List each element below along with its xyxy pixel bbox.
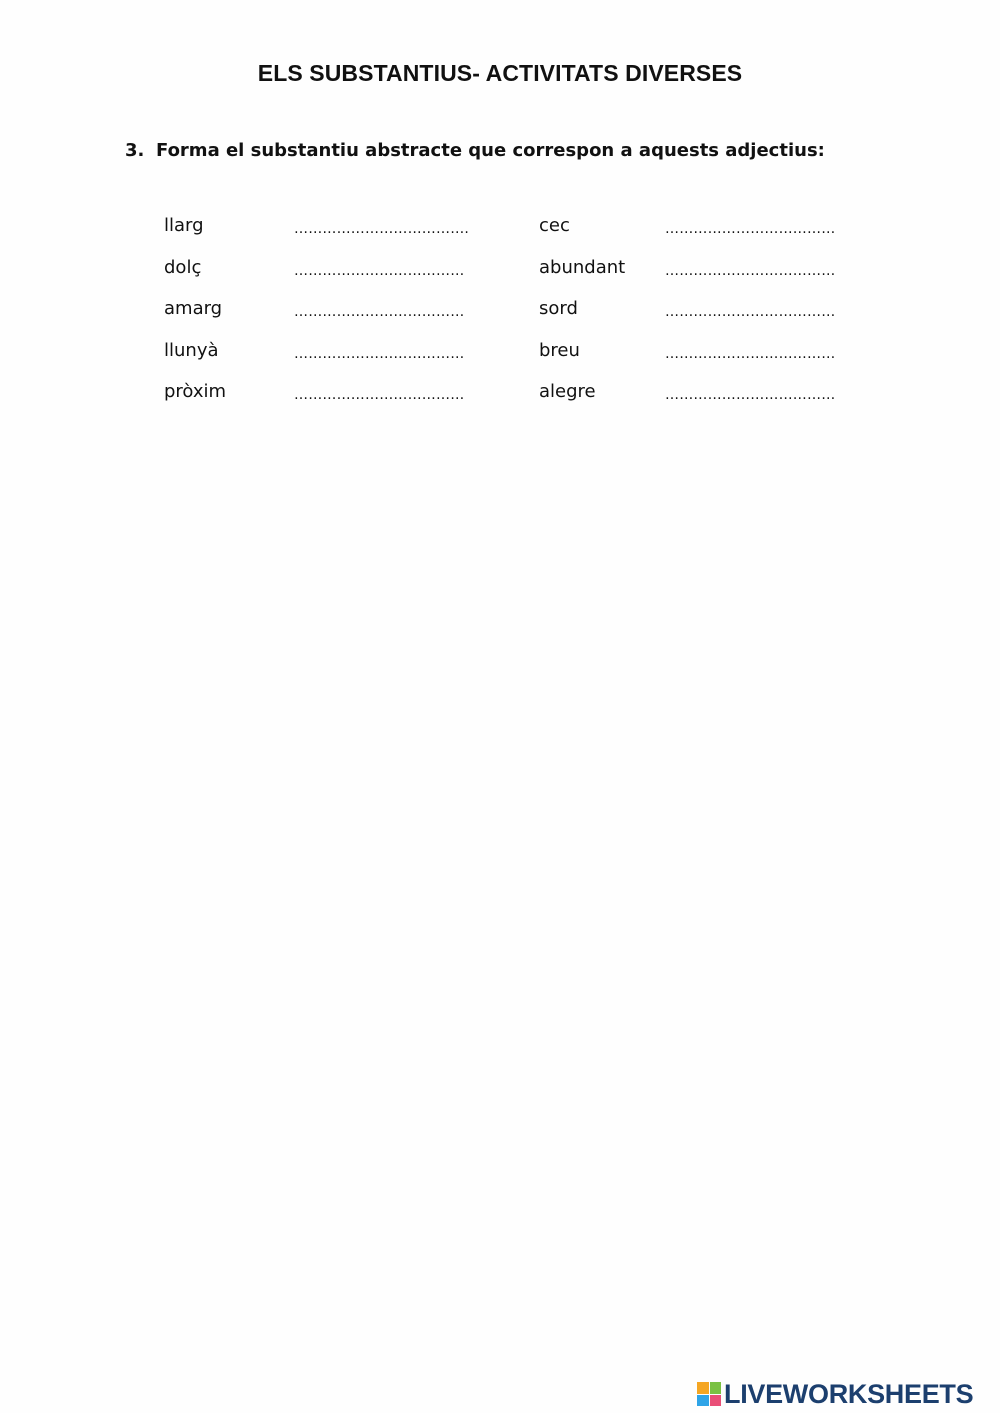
liveworksheets-logo-icon [697,1382,721,1406]
adjective-word: dolç [164,256,202,278]
page-title: ELS SUBSTANTIUS- ACTIVITATS DIVERSES [257,60,743,86]
answer-blank[interactable]: ……………………………… [665,221,836,237]
answer-blank[interactable]: ……………………………… [665,345,836,362]
answer-blank[interactable]: ……………………………… [665,304,836,320]
answer-blank[interactable]: ……………………………… [294,387,465,403]
adjective-word: breu [539,339,580,361]
logo-text: LIVEWORKSHEETS [724,1378,974,1409]
adjective-word: cec [539,215,570,236]
adjective-word: abundant [539,256,626,278]
answer-blank[interactable]: ………………………………. [294,221,470,237]
adjective-word: llunyà [164,339,219,361]
answer-blank[interactable]: ……………………………… [294,262,465,279]
liveworksheets-logo [697,1378,973,1410]
exercise-instruction-text: Forma el substantiu abstracte que correspon a aquests adjectius: [156,140,825,161]
answer-blank[interactable]: ……………………………… [665,387,836,403]
adjective-word: pròxim [164,381,227,402]
adjective-word: alegre [539,381,596,402]
exercise-instruction [125,140,825,161]
exercise-number: 3. [125,140,145,161]
adjective-word: llarg [164,215,204,236]
adjective-word: amarg [164,298,223,319]
answer-blank[interactable]: ……………………………… [294,345,465,362]
answer-blank[interactable]: ……………………………… [665,262,836,279]
adjective-word: sord [539,298,578,319]
answer-blank[interactable]: ……………………………… [294,304,465,320]
